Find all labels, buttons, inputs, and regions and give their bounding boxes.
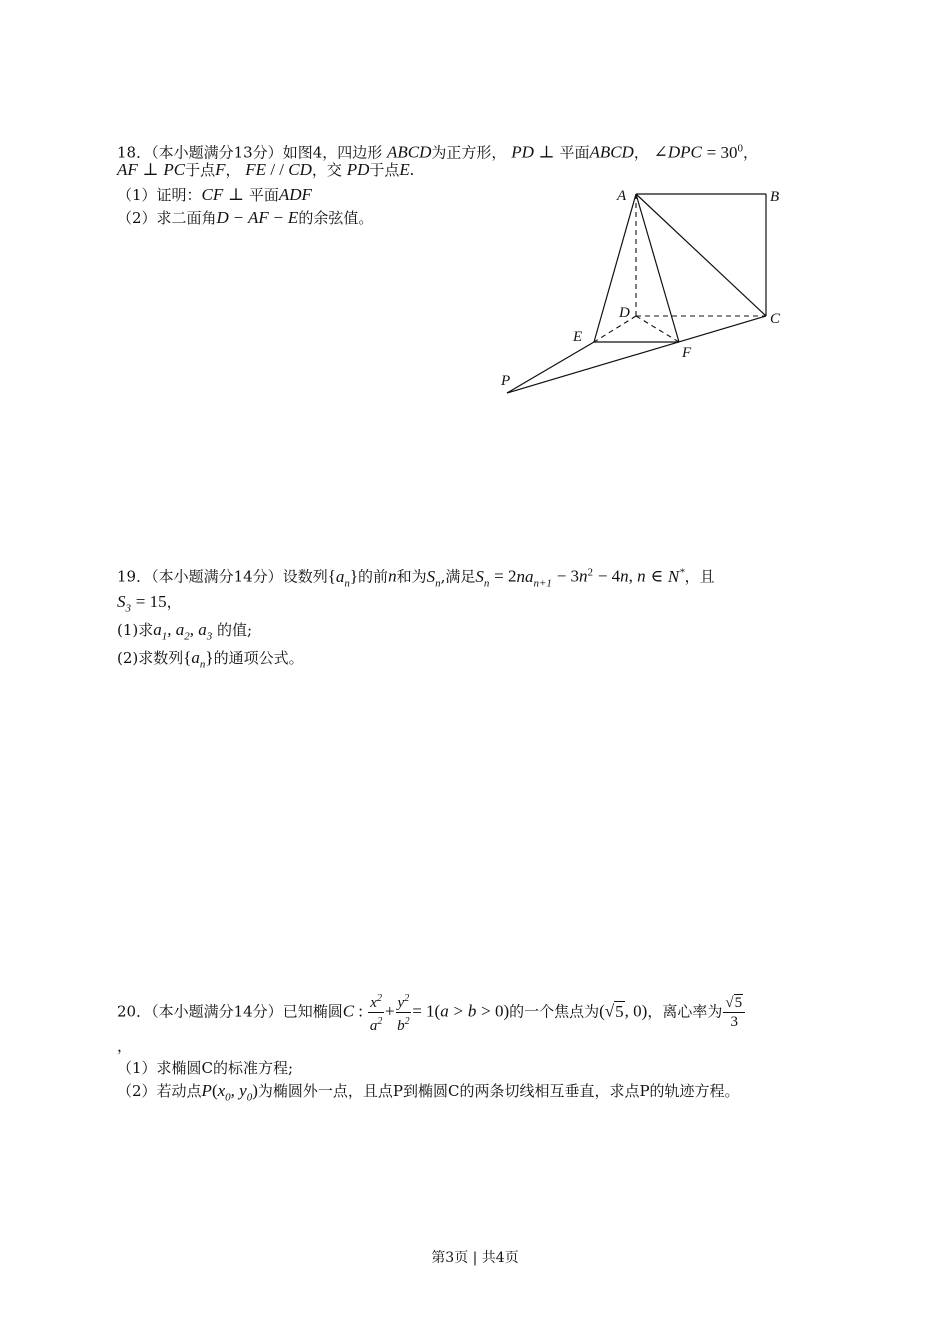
label-d: D (619, 305, 630, 321)
math: ⊥ (228, 185, 245, 204)
q19-text: 的前 (358, 567, 389, 586)
q20-points: （本小题满分14分） (151, 1002, 283, 1021)
q18-text: 于点 (369, 161, 400, 179)
math: $a_n$ (335, 566, 350, 590)
math-fraction: $\frac{x^2}{a^2}$ (368, 990, 384, 1035)
q18-text: ，交 (311, 161, 342, 179)
math: ⊥ (142, 160, 159, 179)
math: ⊥ (538, 142, 555, 162)
q18-part1-text: 平面 (248, 186, 279, 204)
q18-text: ， (743, 143, 759, 162)
math: = $30^0$ (706, 142, 744, 162)
math: $na_{n+1}$ (516, 566, 552, 590)
q18-text: 于点 (185, 161, 216, 179)
q18-part1-label: （1）证明： (117, 186, 202, 204)
math: $S_3$ (117, 592, 131, 615)
q19-text: ， (166, 593, 182, 611)
q20-comma: ， (117, 1037, 133, 1055)
q18-text: ， (225, 161, 241, 179)
q20-text: 已知椭圆 (282, 1002, 343, 1021)
math-fraction: $\frac{y^2}{b^2}$ (396, 990, 412, 1035)
math: = 15 (135, 592, 167, 611)
math: n (620, 566, 629, 586)
math: C (342, 1001, 355, 1021)
q19-text: ，且 (684, 567, 715, 586)
math: ) (252, 1081, 258, 1100)
math: $a_1$, $a_2$, $a_3$ (153, 620, 213, 643)
math: n (637, 566, 646, 586)
math: ( (211, 1081, 218, 1100)
math: , (628, 566, 638, 586)
math: F (215, 160, 226, 179)
math: D (216, 208, 229, 227)
q18-part1 (117, 185, 312, 205)
q19-text: 和为 (396, 567, 427, 586)
math: E (399, 160, 410, 179)
label-a: A (617, 188, 627, 204)
q18-intro: 如图4，四边形 (282, 143, 383, 162)
math: n (388, 566, 397, 586)
q19-line1: 19．（本小题满分14分）设数列$\{a_n\}$的前n和为$S_n$,满足$S_n = 2na_{n+1} - 3n^2 - 4n$, n ∈ N*，且 (117, 566, 715, 590)
q20-part2-text: 为椭圆外一点，且点P到椭圆C的两条切线相互垂直，求点P的轨迹方程。 (257, 1082, 740, 1100)
math: = 2 (494, 566, 517, 586)
math: n (579, 566, 588, 586)
math: $S_n$ (426, 566, 441, 590)
math: ∠DPC (653, 142, 702, 162)
q20-text: 的一个焦点为 (509, 1002, 600, 1021)
math: N* (667, 566, 685, 586)
math: { (327, 566, 336, 586)
math: . (409, 160, 415, 179)
math: FE (245, 160, 267, 179)
math: $x_0$, $y_0$ (217, 1081, 253, 1104)
q19-number: 19． (117, 567, 152, 586)
q19-part1 (117, 620, 252, 646)
label-e: E (573, 329, 583, 345)
q18-text: 平面 (559, 143, 590, 162)
q20-text: ，离心率为 (647, 1002, 723, 1021)
label-b: B (770, 189, 780, 205)
label-f: F (682, 345, 692, 361)
math-fraction: $\frac{√5}{3}$ (723, 994, 745, 1031)
q19-text: ,满足 (440, 567, 476, 586)
math: − 3 (556, 566, 580, 586)
q18-text: ， (633, 143, 649, 162)
math: PD (511, 142, 534, 162)
q20-line1 (117, 990, 746, 1035)
math: PD (346, 160, 370, 179)
label-c: C (770, 311, 781, 327)
edge-af (636, 194, 679, 342)
math: CD (288, 160, 312, 179)
q19-part2-label: (2)求数列 (117, 649, 184, 667)
q20-part1: （1）求椭圆C的标准方程; (117, 1059, 294, 1077)
math: b (467, 1001, 477, 1021)
math: P (201, 1081, 212, 1100)
math: − 4 (597, 566, 621, 586)
q18-part2 (117, 208, 373, 228)
math: PC (163, 160, 186, 179)
math: > (453, 1001, 464, 1021)
math: a (440, 1001, 449, 1021)
q18-text: 为正方形， (431, 143, 507, 162)
page-footer: 第3页 | 共4页 (431, 1250, 519, 1266)
q18-part2-text: 的余弦值。 (298, 209, 374, 227)
q19-part1-text: 的值; (217, 621, 253, 639)
math: $S_n$ (475, 566, 490, 590)
math: − (233, 208, 244, 227)
label-p: P (501, 373, 511, 389)
math: CF (201, 185, 224, 204)
math: { (183, 648, 192, 667)
math: $a_n$ (191, 648, 206, 671)
q19-part2 (117, 648, 304, 674)
q18-points: （本小题满分13分） (151, 143, 283, 162)
q19-part2-text: 的通项公式。 (213, 649, 304, 667)
math: (√5, 0) (599, 1001, 648, 1021)
q19-line2 (117, 592, 182, 618)
math: E (287, 208, 299, 227)
math: / / (266, 160, 289, 179)
q18-line2 (117, 160, 414, 180)
q20-number: 20． (117, 1002, 152, 1021)
q18-line1 (117, 138, 758, 163)
q19-points: （本小题满分14分） (151, 567, 283, 586)
math: } (205, 648, 214, 667)
math: AF (117, 160, 138, 179)
q18-number: 18． (117, 143, 152, 162)
math: ABCD (387, 142, 432, 162)
math: = 1( (412, 1001, 441, 1021)
math: ∈ (650, 566, 664, 586)
q19-text: 设数列 (282, 567, 328, 586)
math: } (349, 566, 359, 586)
q20-part2-label: （2）若动点 (117, 1082, 202, 1100)
math: : (354, 1001, 368, 1021)
math: > 0) (481, 1001, 510, 1021)
q18-figure (495, 180, 795, 405)
math: − (273, 208, 284, 227)
math: ABCD (589, 142, 634, 162)
q18-part2-label: （2）求二面角 (117, 209, 217, 227)
math: ADF (278, 185, 312, 204)
edge-pc (507, 316, 766, 393)
math: + (384, 1001, 395, 1021)
edge-ac (636, 194, 766, 316)
math: AF (247, 208, 269, 227)
q20-part2 (117, 1081, 740, 1107)
q19-part1-label: (1)求 (117, 621, 154, 639)
edge-pe (507, 342, 594, 393)
